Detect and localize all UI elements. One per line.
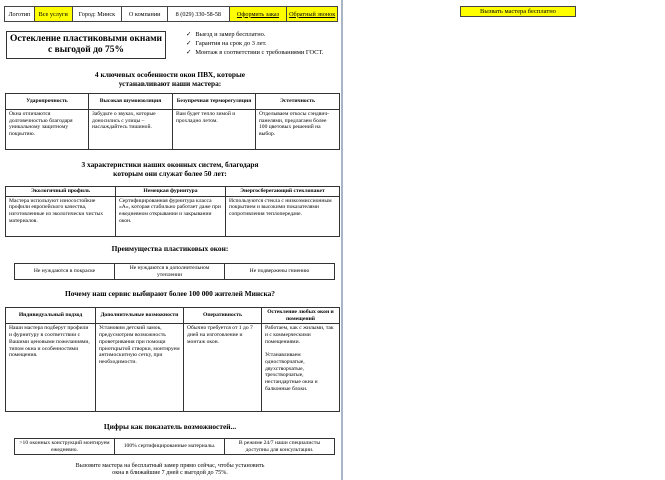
characteristics-table [5, 186, 340, 237]
table-cell: Не подвержены гниению [225, 264, 335, 280]
table-cell: >10 оконных конструкций монтируем ежедневно. [15, 439, 115, 455]
table-header: Дополнительные возможности [96, 308, 184, 324]
table-cell: 100% сертифицированные материалы. [115, 439, 225, 455]
table-cell: Сертифицированная фурнитура класса «А», которая стабильно работает даже при ежедневном открывании и закрывании окон. [116, 196, 226, 236]
hero-title: Остекление пластиковыми окнами с выгодой до 75% [6, 31, 166, 59]
table-header: Высокая шумоизоляция [89, 94, 173, 110]
table-cell: Работаем, как с жилыми, так и с коммерческими помещениями. Устанавливаем одностворчатые, двухстворчатые, трехстворчатые, нестандартные окна и балконные блоки. [262, 324, 340, 412]
footer-cta-text: Вызовите мастера на бесплатный замер прямо сейчас, чтобы установить окна в ближайшие 7 дней с выгодой до 75%. [75, 463, 265, 477]
top-navigation [4, 6, 338, 22]
table-header: Эстетичность [256, 94, 340, 110]
advantages-heading: Преимущества пластиковых окон: [111, 244, 229, 253]
table-cell: Окна отличаются долговечностью благодаря уникальному защитному покрытию. [6, 110, 89, 150]
phone-number[interactable]: 8 (029) 330-58-58 [168, 7, 230, 21]
table-header: Энергосберегающий стеклопакет [226, 187, 340, 197]
advantages-table [14, 263, 335, 280]
table-cell: Вам будет тепло зимой и прохладно летом. [173, 110, 256, 150]
nav-city[interactable]: Город: Минск [73, 7, 123, 21]
features-table [5, 93, 340, 150]
features-heading: 4 ключевых особенности окон ПВХ, которые устанавливают наши мастера: [94, 70, 246, 88]
table-cell: Не нуждаются в покраске [15, 264, 115, 280]
why-us-heading: Почему наш сервис выбирают более 100 000 жителей Минска? [65, 289, 275, 298]
document-page-right [343, 0, 665, 480]
table-cell: Забудьте о звуках, которые доносились с улицы – наслаждайтесь тишиной. [89, 110, 173, 150]
nav-about[interactable]: О компании [122, 7, 168, 21]
table-cell: Обычно требуется от 1 до 7 дней на изготовление и монтаж окон. [184, 324, 262, 412]
table-cell: Не нуждаются в дополнительном утеплении [115, 264, 225, 280]
table-header: Остекление любых окон и помещений [262, 308, 340, 324]
characteristics-heading: 3 характеристики наших оконных систем, благодаря которым они служат более 50 лет: [81, 160, 259, 178]
table-header: Оперативность [184, 308, 262, 324]
why-us-table [5, 307, 340, 412]
numbers-table [14, 438, 335, 455]
table-cell: Мастера используют износостойкие профили европейского качества, изготовленные из экологически чистых материалов. [6, 196, 116, 236]
logo: Логотип [5, 7, 35, 21]
table-header: Немецкая фурнитура [116, 187, 226, 197]
callback-button[interactable]: Обратный звонок [287, 7, 337, 21]
table-header: Экологичный профиль [6, 187, 116, 197]
numbers-heading: Цифры как показатель возможностей... [103, 422, 237, 431]
bullet-item: ✓ Выезд и замер бесплатно. [186, 30, 340, 39]
call-master-button[interactable]: Вызвать мастера бесплатно [460, 6, 576, 17]
table-header: Ударопрочность [6, 94, 89, 110]
table-cell: Отделываем откосы сэндвич-панелями, предлагаем более 100 цветовых решений на выбор. [256, 110, 340, 150]
nav-all-services[interactable]: Все услуги [35, 7, 73, 21]
table-cell: Установим детский замок, предусмотрим возможность проветривания при помощи приоткрытой створки, монтируем антимоскитную сетку, при необходимости. [96, 324, 184, 412]
table-cell: В режиме 24/7 наши специалисты доступны для консультации. [225, 439, 335, 455]
bullet-item: ✓ Монтаж в соответствии с требованиями ГОСТ. [186, 48, 340, 57]
bullet-item: ✓ Гарантия на срок до 3 лет. [186, 39, 340, 48]
table-header: Безупречная терморегуляция [173, 94, 256, 110]
order-button[interactable]: Оформить заказ [230, 7, 288, 21]
table-cell: Используются стекла с низкоэмиссионным покрытием и высокими показателями сопротивления теплопередаче. [226, 196, 340, 236]
table-header: Индивидуальный подход [6, 308, 96, 324]
table-cell: Наши мастера подберут профили и фурнитуру в соответствии с Вашими ценовыми пожеланиями, типом окна и особенностями помещения. [6, 324, 96, 412]
hero-bullets [186, 30, 340, 57]
